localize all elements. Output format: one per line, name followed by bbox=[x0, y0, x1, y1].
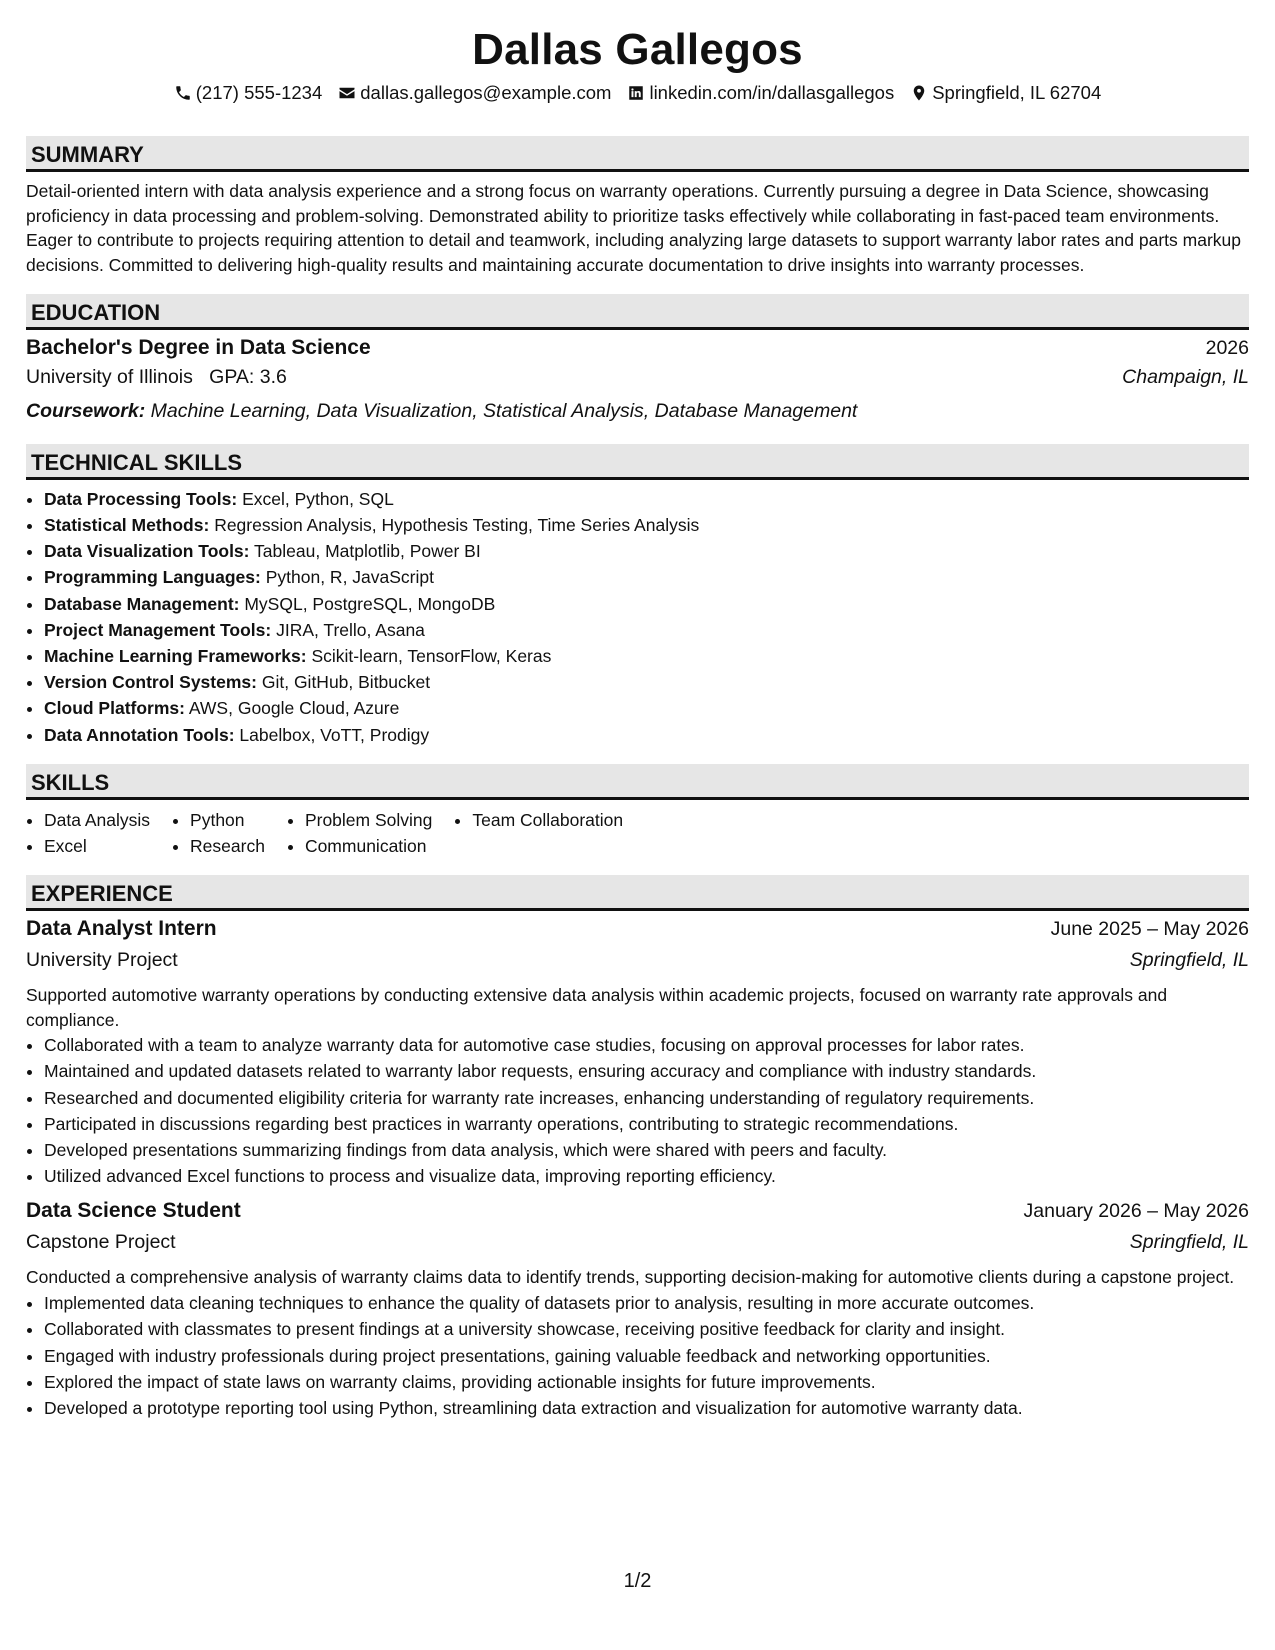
school-line bbox=[26, 366, 287, 389]
list-item bbox=[44, 643, 1249, 669]
list-item bbox=[44, 722, 1249, 748]
gpa: GPA: 3.6 bbox=[209, 365, 287, 388]
list-item: • Excel bbox=[44, 833, 150, 859]
list-item bbox=[44, 564, 1249, 590]
job-description: Supported automotive warranty operations by conducting extensive data analysis within academic projects, focused on warranty rate approvals and compliance. bbox=[26, 984, 1168, 1030]
list-item: • Collaborated with classmates to present findings at a university showcase, receiving positive feedback for clarity and insight. bbox=[44, 1316, 1249, 1342]
list-item: • Utilized advanced Excel functions to process and visualize data, improving reporting efficiency. bbox=[44, 1163, 1249, 1189]
contact-phone bbox=[174, 82, 323, 104]
phone-icon bbox=[174, 84, 192, 102]
skill-category: Cloud Platforms: bbox=[44, 698, 185, 719]
list-item bbox=[44, 538, 1249, 564]
contact-location bbox=[910, 82, 1101, 104]
skill-category: Machine Learning Frameworks: bbox=[44, 646, 307, 667]
job-location: Springfield, IL bbox=[1129, 1231, 1249, 1254]
list-item: • Explored the impact of state laws on warranty claims, providing actionable insights for future improvements. bbox=[44, 1369, 1249, 1395]
list-item: • Python bbox=[190, 807, 265, 833]
skill-values: Scikit-learn, TensorFlow, Keras bbox=[311, 646, 552, 667]
section-header-technical-skills: TECHNICAL SKILLS bbox=[26, 444, 1249, 480]
skills-column bbox=[287, 807, 432, 859]
envelope-icon bbox=[338, 84, 356, 102]
list-item: • Researched and documented eligibility criteria for warranty rate increases, enhancing understanding of regulatory requirements. bbox=[44, 1085, 1249, 1111]
list-item: • Problem Solving bbox=[305, 807, 432, 833]
list-item bbox=[44, 512, 1249, 538]
list-item: • Team Collaboration bbox=[472, 807, 623, 833]
job-title: Data Analyst Intern bbox=[26, 916, 217, 940]
contact-linkedin[interactable] bbox=[627, 82, 894, 104]
skill-values: Labelbox, VoTT, Prodigy bbox=[239, 724, 430, 745]
skill-values: JIRA, Trello, Asana bbox=[276, 619, 425, 640]
job-entry bbox=[26, 1199, 1249, 1421]
skill-values: Regression Analysis, Hypothesis Testing, Time Series Analysis bbox=[214, 515, 700, 536]
skill-category: Database Management: bbox=[44, 593, 240, 614]
skill-category: Project Management Tools: bbox=[44, 619, 272, 640]
list-item: • Data Analysis bbox=[44, 807, 150, 833]
list-item: • Engaged with industry professionals during project presentations, gaining valuable feedback and networking opportunities. bbox=[44, 1343, 1249, 1369]
technical-skills-list bbox=[26, 486, 1249, 748]
job-org: University Project bbox=[26, 948, 178, 971]
list-item: • Research bbox=[190, 833, 265, 859]
skill-values: Tableau, Matplotlib, Power BI bbox=[254, 541, 481, 562]
list-item: • Participated in discussions regarding best practices in warranty operations, contributing to strategic recommendations. bbox=[44, 1111, 1249, 1137]
list-item bbox=[44, 486, 1249, 512]
job-title: Data Science Student bbox=[26, 1199, 241, 1223]
skills-column bbox=[26, 807, 150, 859]
contact-bar bbox=[26, 80, 1249, 106]
list-item bbox=[44, 669, 1249, 695]
linkedin-icon bbox=[627, 84, 645, 102]
skill-values: AWS, Google Cloud, Azure bbox=[188, 698, 400, 719]
list-item: • Communication bbox=[305, 833, 432, 859]
coursework-line bbox=[26, 396, 1249, 426]
skill-category: Statistical Methods: bbox=[44, 515, 210, 536]
resume-page bbox=[26, 0, 1249, 1421]
section-header-experience: EXPERIENCE bbox=[26, 875, 1249, 911]
job-bullets bbox=[26, 1032, 1249, 1189]
school-name: University of Illinois bbox=[26, 365, 193, 388]
job-entry bbox=[26, 917, 1249, 1190]
job-bullets bbox=[26, 1290, 1249, 1421]
section-header-skills: SKILLS bbox=[26, 764, 1249, 800]
email-text[interactable]: dallas.gallegos@example.com bbox=[360, 82, 612, 103]
section-header-education: EDUCATION bbox=[26, 294, 1249, 330]
skill-values: MySQL, PostgreSQL, MongoDB bbox=[244, 593, 496, 614]
list-item bbox=[44, 695, 1249, 721]
job-org: Capstone Project bbox=[26, 1231, 176, 1254]
list-item: • Implemented data cleaning techniques to enhance the quality of datasets prior to analysis, resulting in more accurate outcomes. bbox=[44, 1290, 1249, 1316]
map-pin-icon bbox=[910, 84, 928, 102]
list-item: • Developed a prototype reporting tool using Python, streamlining data extraction and visualization for automotive warranty data. bbox=[44, 1395, 1249, 1421]
job-description: Conducted a comprehensive analysis of warranty claims data to identify trends, supporting decision-making for automotive clients during a capstone project. bbox=[26, 1267, 1235, 1288]
skill-category: Programming Languages: bbox=[44, 567, 261, 588]
skill-category: Version Control Systems: bbox=[44, 672, 257, 693]
skills-grid bbox=[26, 807, 1249, 859]
coursework-label: Coursework: bbox=[26, 399, 146, 422]
skill-category: Data Visualization Tools: bbox=[44, 541, 250, 562]
list-item: • Collaborated with a team to analyze warranty data for automotive case studies, focusing on approval processes for labor rates. bbox=[44, 1032, 1249, 1058]
page-number: 1/2 bbox=[623, 1570, 652, 1592]
job-location: Springfield, IL bbox=[1129, 948, 1249, 971]
coursework-list: Machine Learning, Data Visualization, Statistical Analysis, Database Management bbox=[150, 399, 858, 422]
skill-values: Excel, Python, SQL bbox=[242, 488, 394, 509]
phone-text: (217) 555-1234 bbox=[195, 82, 323, 103]
skills-column bbox=[454, 807, 623, 859]
location-text: Springfield, IL 62704 bbox=[932, 82, 1102, 103]
list-item: • Maintained and updated datasets related to warranty labor requests, ensuring accuracy and compliance with industry standards. bbox=[44, 1058, 1249, 1084]
school-location: Champaign, IL bbox=[1122, 365, 1249, 388]
skills-column bbox=[172, 807, 265, 859]
graduation-year: 2026 bbox=[1205, 336, 1249, 359]
skill-values: Python, R, JavaScript bbox=[265, 567, 434, 588]
list-item bbox=[44, 617, 1249, 643]
contact-email[interactable] bbox=[338, 82, 611, 104]
resume-name: Dallas Gallegos bbox=[472, 25, 803, 74]
job-dates: June 2025 – May 2026 bbox=[1050, 917, 1249, 940]
job-dates: January 2026 – May 2026 bbox=[1023, 1200, 1249, 1223]
skill-values: Git, GitHub, Bitbucket bbox=[261, 672, 431, 693]
linkedin-text[interactable]: linkedin.com/in/dallasgallegos bbox=[649, 82, 895, 103]
skill-category: Data Annotation Tools: bbox=[44, 724, 235, 745]
list-item: • Developed presentations summarizing findings from data analysis, which were shared with peers and faculty. bbox=[44, 1137, 1249, 1163]
degree-title: Bachelor's Degree in Data Science bbox=[26, 335, 371, 359]
education-entry bbox=[26, 336, 1249, 426]
list-item bbox=[44, 591, 1249, 617]
summary-text: Detail-oriented intern with data analysis experience and a strong focus on warranty operations. Currently pursuing a degree in Data Science, showcasing proficiency in data processing and problem-solving. Demonstrated ability to prioritize tasks effectively while collaborating in fast-paced team environments. Eager to contribute to projects requiring attention to detail and teamwork, including analyzing large datasets to support warranty labor rates and parts markup decisions. Committed to delivering high-quality results and maintaining accurate documentation to drive insights into warranty processes. bbox=[26, 181, 1241, 276]
section-header-summary: SUMMARY bbox=[26, 136, 1249, 172]
skill-category: Data Processing Tools: bbox=[44, 488, 238, 509]
